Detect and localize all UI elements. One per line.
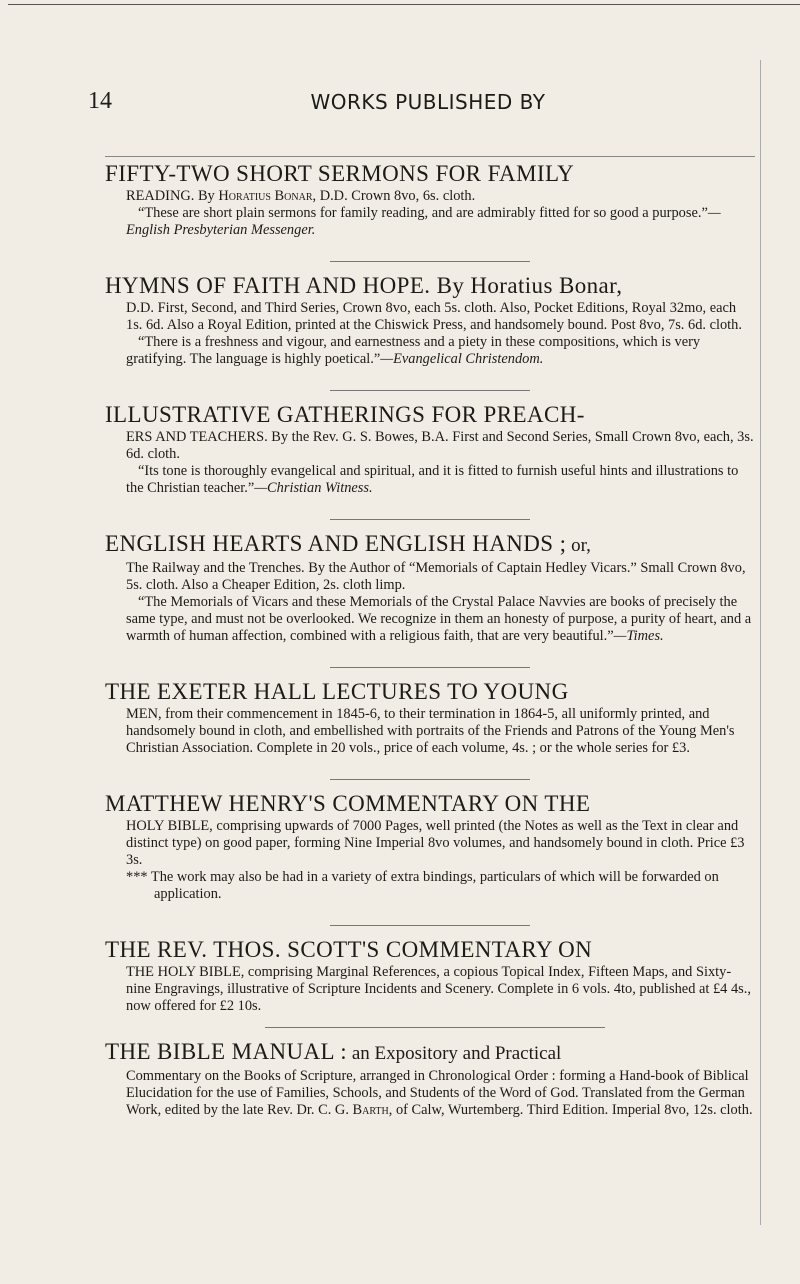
book-description: MEN, from their commencement in 1845-6, to their termination in 1864-5, all uniformly printed, and handsomely bound in cloth, and embellished with portraits of the Friends and Patrons of the Young Men's Christian Association. Complete in 20 vols., price of each volume, 4s. ; or the whole series for £3. bbox=[126, 706, 735, 756]
header-rule bbox=[105, 156, 755, 157]
advertisement-list bbox=[105, 160, 755, 1141]
book-entry-illustrative-gatherings bbox=[105, 401, 755, 497]
book-title: FIFTY-TWO SHORT SERMONS FOR FAMILY bbox=[105, 161, 575, 186]
book-entry-matthew-henry bbox=[105, 790, 755, 903]
page-header bbox=[88, 80, 768, 120]
book-title: THE BIBLE MANUAL : an Expository and Practical bbox=[105, 1039, 562, 1064]
book-entry-english-hearts bbox=[105, 530, 755, 645]
entry-divider bbox=[330, 667, 530, 668]
book-description: D.D. First, Second, and Third Series, Crown 8vo, each 5s. cloth. Also, Pocket Editions, Royal 32mo, each 1s. 6d. Also a Royal Edition, printed at the Chiswick Press, and handsomely bound. Post 8vo, 7s. 6d. cloth. bbox=[126, 300, 742, 333]
review-quote: “The Memorials of Vicars and these Memorials of the Crystal Palace Navvies are books of precisely the same type, and must not be overlooked. We recognize in them an honesty of purpose, a purity of heart, and a warmth of human affection, combined with a religious faith, that are very beautiful.”—Times. bbox=[126, 594, 752, 644]
book-description: THE HOLY BIBLE, comprising Marginal References, a copious Topical Index, Fifteen Maps, and Sixty-nine Engravings, illustrative of Scripture Incidents and Scenery. Complete in 6 vols. 4to, published at £4 4s., now offered for £2 10s. bbox=[126, 964, 751, 1014]
review-source: —Christian Witness. bbox=[254, 480, 373, 496]
page-number: 14 bbox=[88, 88, 112, 114]
entry-divider bbox=[330, 261, 530, 262]
book-entry-exeter-hall bbox=[105, 678, 755, 757]
entry-divider bbox=[330, 390, 530, 391]
book-entry-scott-commentary bbox=[105, 936, 755, 1015]
entry-divider bbox=[330, 925, 530, 926]
review-source: —Evangelical Christendom. bbox=[380, 351, 544, 367]
review-quote: “Its tone is thoroughly evangelical and spiritual, and it is fitted to furnish useful hints and illustrations to the Christian teacher.”—Christian Witness. bbox=[126, 463, 739, 496]
book-description: The Railway and the Trenches. By the Author of “Memorials of Captain Hedley Vicars.” Small Crown 8vo, 5s. cloth. Also a Cheaper Edition, 2s. cloth limp. bbox=[126, 560, 746, 593]
book-description: HOLY BIBLE, comprising upwards of 7000 Pages, well printed (the Notes as well as the Text in clear and distinct type) on good paper, forming Nine Imperial 8vo volumes, and handsomely bound in cloth. Price £3 3s. bbox=[126, 818, 745, 868]
book-title: HYMNS OF FAITH AND HOPE. By Horatius Bonar, bbox=[105, 273, 623, 298]
book-description: READING. By Horatius Bonar, D.D. Crown 8vo, 6s. cloth. bbox=[126, 188, 476, 204]
book-entry-bible-manual bbox=[105, 1038, 755, 1119]
review-source: —English Presbyterian Messenger. bbox=[126, 205, 721, 238]
book-title: ILLUSTRATIVE GATHERINGS FOR PREACH- bbox=[105, 402, 585, 427]
entry-divider bbox=[265, 1027, 605, 1028]
book-entry-fifty-two-sermons bbox=[105, 160, 755, 239]
book-entry-hymns-of-faith bbox=[105, 272, 755, 368]
binding-note: *** The work may also be had in a variety of extra bindings, particulars of which will be forwarded on application. bbox=[126, 869, 719, 902]
book-title: ENGLISH HEARTS AND ENGLISH HANDS ; or, bbox=[105, 531, 591, 556]
review-source: —Times. bbox=[613, 628, 664, 644]
page-edge-line bbox=[760, 60, 761, 1225]
running-title: WORKS PUBLISHED BY bbox=[310, 90, 546, 114]
top-border-rule bbox=[8, 4, 800, 5]
book-description: ERS AND TEACHERS. By the Rev. G. S. Bowes, B.A. First and Second Series, Small Crown 8vo, each, 3s. 6d. cloth. bbox=[126, 429, 754, 462]
review-quote: “There is a freshness and vigour, and earnestness and a piety in these compositions, which is very gratifying. The language is highly poetical.”—Evangelical Christendom. bbox=[126, 334, 701, 367]
book-title: THE EXETER HALL LECTURES TO YOUNG bbox=[105, 679, 569, 704]
book-title: MATTHEW HENRY'S COMMENTARY ON THE bbox=[105, 791, 591, 816]
entry-divider bbox=[330, 519, 530, 520]
book-description: Commentary on the Books of Scripture, arranged in Chronological Order : forming a Hand-book of Biblical Elucidation for the use of Families, Schools, and Students of the Word of God. Translated from the German Work, edited by the late Rev. Dr. C. G. Barth, of Calw, Wurtemberg. Third Edition. Imperial 8vo, 12s. cloth. bbox=[126, 1068, 753, 1118]
book-title: THE REV. THOS. SCOTT'S COMMENTARY ON bbox=[105, 937, 593, 962]
entry-divider bbox=[330, 779, 530, 780]
review-quote: “These are short plain sermons for family reading, and are admirably fitted for so good a purpose.”—English Presbyterian Messenger. bbox=[126, 205, 721, 238]
